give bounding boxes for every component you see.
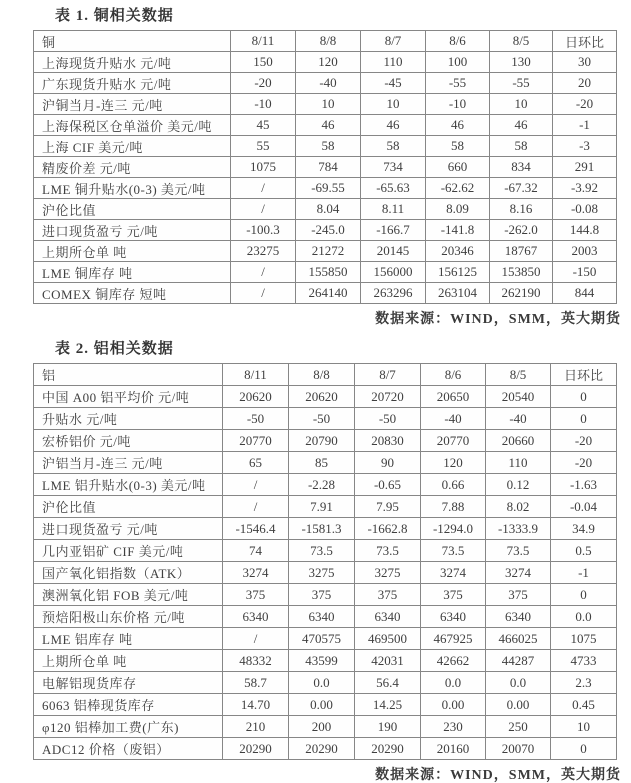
date-column-header: 8/11 <box>231 31 296 52</box>
table-row <box>34 672 617 694</box>
row-label: 预焙阳极山东价格 元/吨 <box>34 606 223 628</box>
table-cell: 73.5 <box>355 540 421 562</box>
table-cell: -141.8 <box>426 220 490 241</box>
table-cell: 56.4 <box>355 672 421 694</box>
table-cell: -50 <box>289 408 355 430</box>
table-cell: 8.09 <box>426 199 490 220</box>
table-cell: -1.63 <box>551 474 617 496</box>
table-cell: -20 <box>553 94 617 115</box>
date-column-header: 8/7 <box>355 364 421 386</box>
table-cell: -40 <box>486 408 551 430</box>
table-row <box>34 430 617 452</box>
table-cell: 375 <box>421 584 486 606</box>
table-cell: -40 <box>421 408 486 430</box>
row-label: 电解铝现货库存 <box>34 672 223 694</box>
row-label: 进口现货盈亏 元/吨 <box>34 220 231 241</box>
date-column-header: 8/11 <box>223 364 289 386</box>
copper-section <box>0 4 631 328</box>
table-cell: 153850 <box>490 262 553 283</box>
table-cell: 0.00 <box>289 694 355 716</box>
table-cell: 120 <box>421 452 486 474</box>
table-cell: 263296 <box>361 283 426 304</box>
table-row <box>34 628 617 650</box>
row-label: 上海现货升贴水 元/吨 <box>34 52 231 73</box>
aluminum-source-note: 数据来源：WIND，SMM，英大期货 <box>375 768 621 783</box>
table-cell: -40 <box>296 73 361 94</box>
header-row <box>34 31 617 52</box>
date-column-header: 8/5 <box>490 31 553 52</box>
table-row <box>34 518 617 540</box>
row-label: LME 铜升贴水(0-3) 美元/吨 <box>34 178 231 199</box>
table-cell: 23275 <box>231 241 296 262</box>
header-row <box>34 364 617 386</box>
table-cell: -50 <box>223 408 289 430</box>
table-cell: 844 <box>553 283 617 304</box>
table-cell: 6340 <box>289 606 355 628</box>
table-cell: 20620 <box>289 386 355 408</box>
row-label: 进口现货盈亏 元/吨 <box>34 518 223 540</box>
row-label: 上期所仓单 吨 <box>34 241 231 262</box>
table-cell: 20770 <box>421 430 486 452</box>
table-cell: 467925 <box>421 628 486 650</box>
aluminum-data-table <box>33 363 617 760</box>
table-cell: -20 <box>551 452 617 474</box>
table-cell: 30 <box>553 52 617 73</box>
table-cell: 1075 <box>231 157 296 178</box>
table-cell: 20290 <box>223 738 289 760</box>
row-label: ADC12 价格（废铝） <box>34 738 223 760</box>
table-cell: -100.3 <box>231 220 296 241</box>
table-cell: 14.25 <box>355 694 421 716</box>
table-cell: / <box>231 262 296 283</box>
table-cell: 156000 <box>361 262 426 283</box>
table-cell: 7.91 <box>289 496 355 518</box>
row-label: 国产氧化铝指数（ATK） <box>34 562 223 584</box>
table-cell: 46 <box>361 115 426 136</box>
table-cell: 0.12 <box>486 474 551 496</box>
table-cell: 46 <box>426 115 490 136</box>
table-cell: 46 <box>296 115 361 136</box>
table-row <box>34 220 617 241</box>
table-cell: -50 <box>355 408 421 430</box>
table-cell: 150 <box>231 52 296 73</box>
table-cell: 210 <box>223 716 289 738</box>
table-cell: 734 <box>361 157 426 178</box>
table-cell: 6340 <box>355 606 421 628</box>
table-cell: 375 <box>355 584 421 606</box>
date-column-header: 8/7 <box>361 31 426 52</box>
row-label: LME 铝库存 吨 <box>34 628 223 650</box>
table-cell: 6340 <box>421 606 486 628</box>
row-label: COMEX 铜库存 短吨 <box>34 283 231 304</box>
row-label: 沪铝当月-连三 元/吨 <box>34 452 223 474</box>
table-cell: 20 <box>553 73 617 94</box>
table-cell: 2003 <box>553 241 617 262</box>
table-cell: -3.92 <box>553 178 617 199</box>
table-cell: 469500 <box>355 628 421 650</box>
table-cell: 0 <box>551 386 617 408</box>
date-column-header: 8/8 <box>289 364 355 386</box>
table-row <box>34 199 617 220</box>
table-cell: 73.5 <box>289 540 355 562</box>
aluminum-table-title: 表 2. 铝相关数据 <box>55 341 174 357</box>
row-label: 精废价差 元/吨 <box>34 157 231 178</box>
table-cell: / <box>231 178 296 199</box>
table-cell: 262190 <box>490 283 553 304</box>
table-cell: / <box>231 283 296 304</box>
table-cell: 3274 <box>486 562 551 584</box>
table-row <box>34 474 617 496</box>
table-cell: 58 <box>490 136 553 157</box>
table-cell: 4733 <box>551 650 617 672</box>
table-cell: -62.62 <box>426 178 490 199</box>
copper-table-title: 表 1. 铜相关数据 <box>55 8 174 24</box>
table-cell: 8.04 <box>296 199 361 220</box>
table-cell: 58.7 <box>223 672 289 694</box>
table-cell: 264140 <box>296 283 361 304</box>
table-cell: 144.8 <box>553 220 617 241</box>
table-cell: -0.08 <box>553 199 617 220</box>
table-cell: 10 <box>490 94 553 115</box>
table-cell: 10 <box>551 716 617 738</box>
table-row <box>34 94 617 115</box>
table-row <box>34 386 617 408</box>
table-row <box>34 52 617 73</box>
table-cell: 0 <box>551 584 617 606</box>
table-cell: 42662 <box>421 650 486 672</box>
table-row <box>34 73 617 94</box>
table-row <box>34 157 617 178</box>
table-cell: 85 <box>289 452 355 474</box>
row-label: 沪铜当月-连三 元/吨 <box>34 94 231 115</box>
table-cell: 660 <box>426 157 490 178</box>
table-cell: 110 <box>361 52 426 73</box>
table-row <box>34 496 617 518</box>
table-cell: 6340 <box>486 606 551 628</box>
table-cell: / <box>223 628 289 650</box>
table-cell: 291 <box>553 157 617 178</box>
row-label: 6063 铝棒现货库存 <box>34 694 223 716</box>
table-cell: -10 <box>426 94 490 115</box>
table-cell: 0.0 <box>289 672 355 694</box>
table-cell: 2.3 <box>551 672 617 694</box>
table-cell: 18767 <box>490 241 553 262</box>
table-cell: 0 <box>551 408 617 430</box>
date-column-header: 8/8 <box>296 31 361 52</box>
row-label: LME 铜库存 吨 <box>34 262 231 283</box>
table-row <box>34 584 617 606</box>
table-cell: 45 <box>231 115 296 136</box>
table-cell: -20 <box>231 73 296 94</box>
table-cell: -55 <box>490 73 553 94</box>
table-cell: 58 <box>426 136 490 157</box>
table-row <box>34 562 617 584</box>
table-cell: -10 <box>231 94 296 115</box>
row-label: 澳洲氧化铝 FOB 美元/吨 <box>34 584 223 606</box>
table-cell: 466025 <box>486 628 551 650</box>
table-cell: 0.45 <box>551 694 617 716</box>
table-cell: 0.5 <box>551 540 617 562</box>
table-cell: 21272 <box>296 241 361 262</box>
table-cell: -1333.9 <box>486 518 551 540</box>
table-cell: 375 <box>486 584 551 606</box>
date-column-header: 8/6 <box>421 364 486 386</box>
table-cell: 120 <box>296 52 361 73</box>
table-cell: 156125 <box>426 262 490 283</box>
table-cell: 20790 <box>289 430 355 452</box>
table-cell: 100 <box>426 52 490 73</box>
table-key-header: 铝 <box>34 364 223 386</box>
table-cell: -67.32 <box>490 178 553 199</box>
table-cell: 0.00 <box>486 694 551 716</box>
row-label: 沪伦比值 <box>34 496 223 518</box>
table-cell: -1 <box>551 562 617 584</box>
table-cell: 3274 <box>223 562 289 584</box>
table-cell: 73.5 <box>486 540 551 562</box>
table-cell: 8.02 <box>486 496 551 518</box>
table-row <box>34 452 617 474</box>
table-cell: 20145 <box>361 241 426 262</box>
table-row <box>34 650 617 672</box>
table-cell: 0 <box>551 738 617 760</box>
table-cell: 110 <box>486 452 551 474</box>
table-cell: 7.88 <box>421 496 486 518</box>
table-cell: 55 <box>231 136 296 157</box>
table-cell: / <box>223 474 289 496</box>
table-cell: 0.66 <box>421 474 486 496</box>
table-cell: 0.0 <box>486 672 551 694</box>
table-cell: -1546.4 <box>223 518 289 540</box>
table-cell: 130 <box>490 52 553 73</box>
table-cell: 155850 <box>296 262 361 283</box>
table-cell: 43599 <box>289 650 355 672</box>
table-cell: 74 <box>223 540 289 562</box>
table-cell: 20290 <box>355 738 421 760</box>
date-column-header: 8/5 <box>486 364 551 386</box>
aluminum-section <box>0 337 631 783</box>
table-cell: 20346 <box>426 241 490 262</box>
table-row <box>34 540 617 562</box>
row-label: 中国 A00 铝平均价 元/吨 <box>34 386 223 408</box>
row-label: 广东现货升贴水 元/吨 <box>34 73 231 94</box>
table-cell: 230 <box>421 716 486 738</box>
table-cell: 250 <box>486 716 551 738</box>
table-cell: -1662.8 <box>355 518 421 540</box>
table-cell: 34.9 <box>551 518 617 540</box>
table-cell: 20830 <box>355 430 421 452</box>
table-cell: 200 <box>289 716 355 738</box>
table-cell: 58 <box>296 136 361 157</box>
row-label: 几内亚铝矿 CIF 美元/吨 <box>34 540 223 562</box>
table-cell: 0.00 <box>421 694 486 716</box>
table-cell: -1581.3 <box>289 518 355 540</box>
table-cell: 263104 <box>426 283 490 304</box>
table-row <box>34 241 617 262</box>
table-cell: -0.65 <box>355 474 421 496</box>
table-cell: 8.16 <box>490 199 553 220</box>
table-cell: 48332 <box>223 650 289 672</box>
table-cell: 10 <box>361 94 426 115</box>
table-cell: 20770 <box>223 430 289 452</box>
table-cell: 375 <box>289 584 355 606</box>
table-cell: 20720 <box>355 386 421 408</box>
date-column-header: 8/6 <box>426 31 490 52</box>
table-cell: 20660 <box>486 430 551 452</box>
row-label: 上海 CIF 美元/吨 <box>34 136 231 157</box>
table-cell: 0.0 <box>421 672 486 694</box>
table-cell: 20290 <box>289 738 355 760</box>
date-column-header: 日环比 <box>551 364 617 386</box>
table-cell: 20160 <box>421 738 486 760</box>
table-cell: 190 <box>355 716 421 738</box>
table-cell: -55 <box>426 73 490 94</box>
row-label: 上期所仓单 吨 <box>34 650 223 672</box>
table-cell: -245.0 <box>296 220 361 241</box>
table-row <box>34 606 617 628</box>
table-cell: 834 <box>490 157 553 178</box>
table-cell: 3275 <box>289 562 355 584</box>
table-cell: -1 <box>553 115 617 136</box>
copper-data-table <box>33 30 617 304</box>
row-label: LME 铝升贴水(0-3) 美元/吨 <box>34 474 223 496</box>
row-label: 上海保税区仓单溢价 美元/吨 <box>34 115 231 136</box>
table-cell: 20620 <box>223 386 289 408</box>
table-cell: 10 <box>296 94 361 115</box>
table-row <box>34 178 617 199</box>
row-label: 沪伦比值 <box>34 199 231 220</box>
table-cell: / <box>231 199 296 220</box>
table-cell: 470575 <box>289 628 355 650</box>
table-row <box>34 115 617 136</box>
table-cell: -166.7 <box>361 220 426 241</box>
table-row <box>34 283 617 304</box>
table-cell: 0.0 <box>551 606 617 628</box>
table-cell: 784 <box>296 157 361 178</box>
table-cell: -150 <box>553 262 617 283</box>
table-cell: -45 <box>361 73 426 94</box>
table-cell: -65.63 <box>361 178 426 199</box>
table-cell: 20070 <box>486 738 551 760</box>
table-cell: 6340 <box>223 606 289 628</box>
table-key-header: 铜 <box>34 31 231 52</box>
table-row <box>34 694 617 716</box>
row-label: 升贴水 元/吨 <box>34 408 223 430</box>
table-cell: 65 <box>223 452 289 474</box>
table-cell: -0.04 <box>551 496 617 518</box>
table-cell: 90 <box>355 452 421 474</box>
table-cell: 42031 <box>355 650 421 672</box>
table-row <box>34 408 617 430</box>
table-cell: 8.11 <box>361 199 426 220</box>
table-cell: -2.28 <box>289 474 355 496</box>
table-cell: -262.0 <box>490 220 553 241</box>
table-row <box>34 136 617 157</box>
table-cell: -3 <box>553 136 617 157</box>
table-cell: 14.70 <box>223 694 289 716</box>
table-cell: -20 <box>551 430 617 452</box>
table-cell: -1294.0 <box>421 518 486 540</box>
table-cell: 20650 <box>421 386 486 408</box>
date-column-header: 日环比 <box>553 31 617 52</box>
row-label: 宏桥铝价 元/吨 <box>34 430 223 452</box>
table-cell: 58 <box>361 136 426 157</box>
table-cell: 375 <box>223 584 289 606</box>
table-cell: -69.55 <box>296 178 361 199</box>
table-cell: 1075 <box>551 628 617 650</box>
table-cell: 3275 <box>355 562 421 584</box>
table-cell: 3274 <box>421 562 486 584</box>
table-cell: 44287 <box>486 650 551 672</box>
table-cell: / <box>223 496 289 518</box>
table-cell: 46 <box>490 115 553 136</box>
table-row <box>34 262 617 283</box>
row-label: φ120 铝棒加工费(广东) <box>34 716 223 738</box>
copper-source-note: 数据来源：WIND，SMM，英大期货 <box>375 312 621 327</box>
table-cell: 73.5 <box>421 540 486 562</box>
table-row <box>34 716 617 738</box>
table-cell: 7.95 <box>355 496 421 518</box>
table-cell: 20540 <box>486 386 551 408</box>
table-row <box>34 738 617 760</box>
